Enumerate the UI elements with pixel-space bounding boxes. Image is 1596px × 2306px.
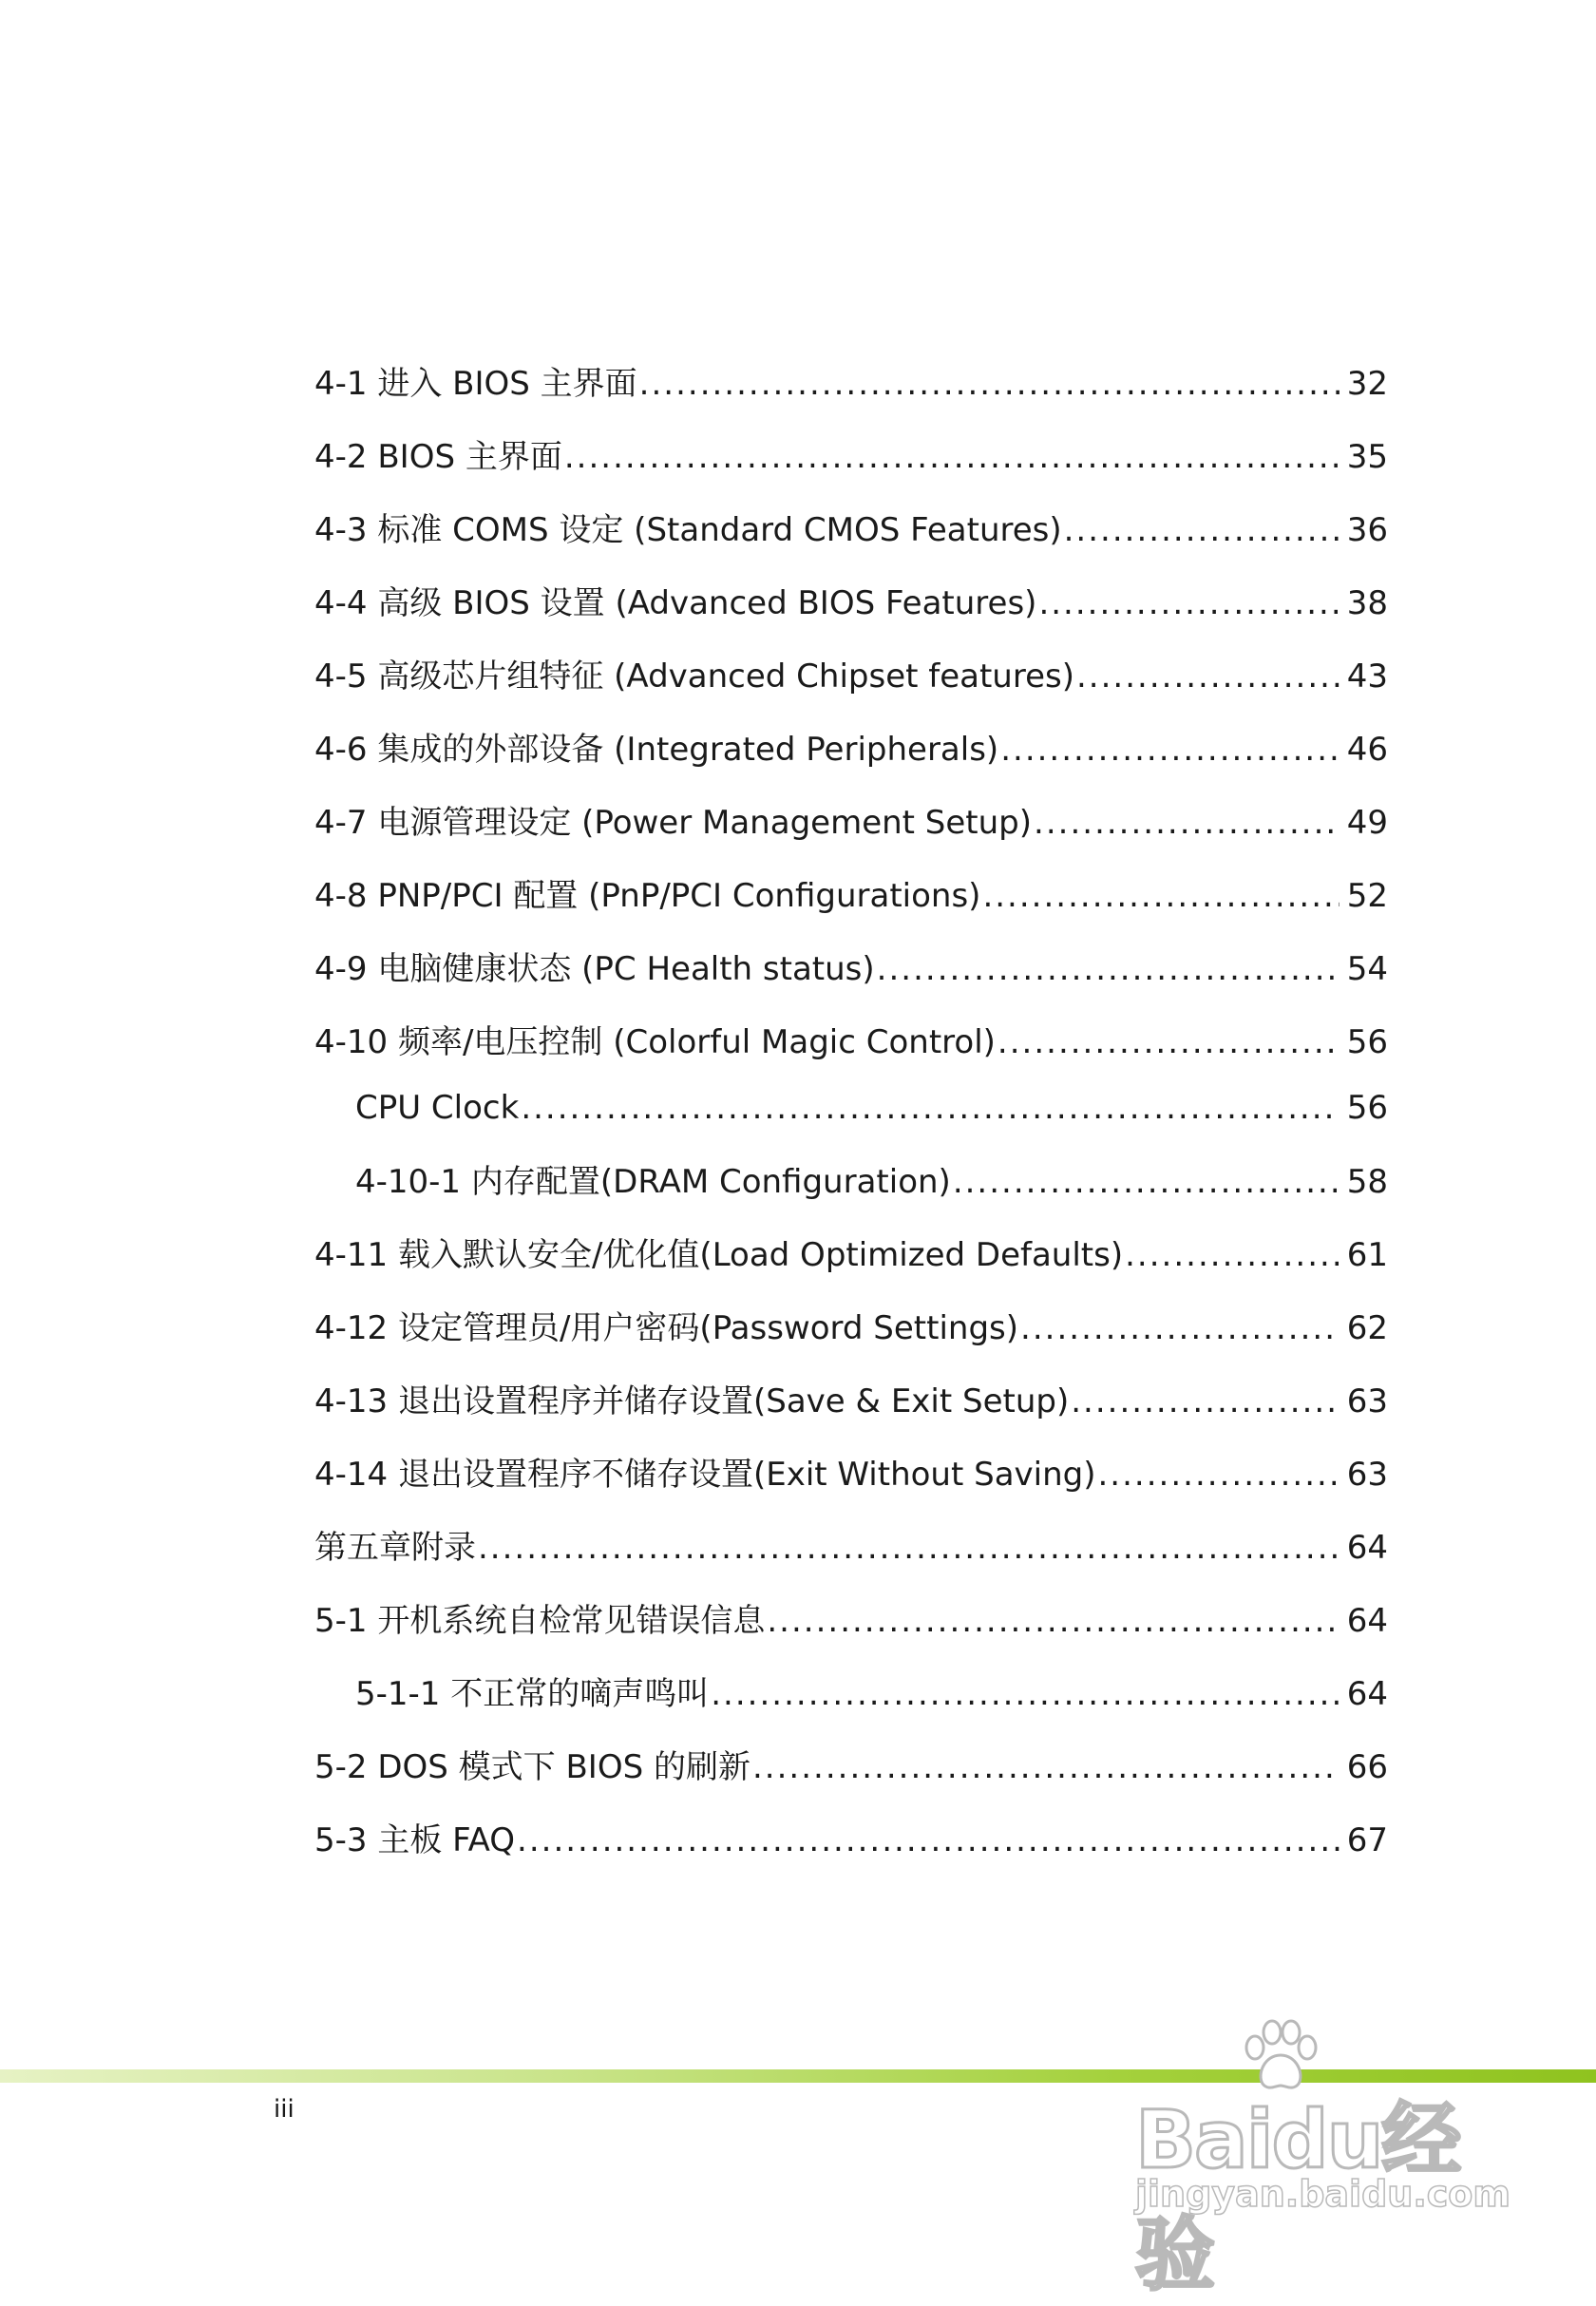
toc-entry[interactable] [314,1448,1388,1521]
baidu-jingyan-watermark [1135,2019,1534,2301]
watermark-url-text: jingyan.baidu.com [1135,2173,1510,2215]
toc-dot-leader [1125,1236,1340,1274]
toc-entry-title: 5-2 DOS 模式下 BIOS 的刷新 [314,1748,750,1786]
toc-entry-title: 4-11 载入默认安全/优化值(Load Optimized Defaults) [314,1236,1124,1274]
toc-entry-title: 5-1-1 不正常的嘀声鸣叫 [355,1675,710,1713]
toc-dot-leader [953,1163,1340,1201]
toc-entry-title: CPU Clock [355,1089,520,1127]
toc-entry-title: 4-4 高级 BIOS 设置 (Advanced BIOS Features) [314,584,1037,622]
toc-entry-title: 4-9 电脑健康状态 (PC Health status) [314,950,875,988]
toc-entry-page: 66 [1346,1748,1388,1786]
toc-entry-title: 4-6 集成的外部设备 (Integrated Peripherals) [314,731,999,769]
toc-dot-leader [517,1821,1340,1859]
table-of-contents [314,357,1388,1887]
toc-entry-page: 35 [1346,438,1388,476]
toc-entry[interactable] [314,1089,1388,1155]
toc-entry[interactable] [314,504,1388,577]
toc-entry[interactable] [314,796,1388,869]
toc-entry-title: 4-1 进入 BIOS 主界面 [314,365,637,403]
toc-entry-page: 46 [1346,731,1388,769]
toc-entry-title: 4-13 退出设置程序并储存设置(Save & Exit Setup) [314,1382,1070,1420]
toc-entry-page: 63 [1346,1456,1388,1494]
toc-entry[interactable] [314,1302,1388,1375]
toc-entry[interactable] [314,1814,1388,1887]
toc-dot-leader [1000,731,1340,769]
toc-entry-title: 4-8 PNP/PCI 配置 (PnP/PCI Configurations) [314,877,981,915]
toc-entry[interactable] [314,1594,1388,1668]
toc-entry[interactable] [314,650,1388,723]
toc-entry-title: 4-10-1 内存配置(DRAM Configuration) [355,1163,951,1201]
toc-entry[interactable] [314,1741,1388,1814]
toc-dot-leader [1076,657,1340,696]
toc-entry-title: 4-2 BIOS 主界面 [314,438,562,476]
toc-dot-leader [752,1748,1340,1786]
toc-dot-leader [564,438,1340,476]
toc-entry-title: 4-14 退出设置程序不储存设置(Exit Without Saving) [314,1456,1096,1494]
toc-entry-page: 43 [1346,657,1388,696]
toc-entry-page: 64 [1346,1602,1388,1640]
toc-entry-title: 4-7 电源管理设定 (Power Management Setup) [314,804,1033,842]
toc-entry-page: 58 [1346,1163,1388,1201]
toc-entry[interactable] [314,1229,1388,1302]
toc-entry-page: 56 [1346,1023,1388,1061]
toc-entry-page: 62 [1346,1309,1388,1347]
toc-entry-title: 5-1 开机系统自检常见错误信息 [314,1602,766,1640]
watermark-logo-text: Baidu经验 [1135,2093,1460,2301]
toc-entry[interactable] [314,577,1388,650]
toc-dot-leader [711,1675,1339,1713]
toc-entry-page: 63 [1346,1382,1388,1420]
toc-dot-leader [1038,584,1339,622]
toc-entry[interactable] [314,869,1388,943]
toc-entry[interactable] [314,1668,1388,1741]
toc-entry[interactable] [314,357,1388,430]
toc-dot-leader [521,1089,1339,1127]
toc-dot-leader [1098,1456,1340,1494]
toc-entry-title: 4-3 标准 COMS 设定 (Standard CMOS Features) [314,511,1062,549]
toc-entry[interactable] [314,1155,1388,1229]
toc-dot-leader [998,1023,1340,1061]
toc-dot-leader [767,1602,1339,1640]
toc-entry-title: 4-10 频率/电压控制 (Colorful Magic Control) [314,1023,996,1061]
toc-dot-leader [982,877,1339,915]
toc-dot-leader [1064,511,1340,549]
toc-entry-page: 32 [1346,365,1388,403]
toc-dot-leader [1071,1382,1339,1420]
toc-entry-title: 5-3 主板 FAQ [314,1821,516,1859]
toc-entry-page: 67 [1346,1821,1388,1859]
toc-entry[interactable] [314,1375,1388,1448]
toc-entry-title: 4-5 高级芯片组特征 (Advanced Chipset features) [314,657,1074,696]
toc-dot-leader [478,1529,1340,1567]
toc-entry[interactable] [314,1521,1388,1594]
toc-entry[interactable] [314,723,1388,796]
toc-entry-title: 第五章附录 [314,1529,476,1567]
toc-dot-leader [1020,1309,1340,1347]
toc-entry-page: 56 [1346,1089,1388,1127]
toc-entry-page: 36 [1346,511,1388,549]
toc-entry-page: 61 [1346,1236,1388,1274]
toc-dot-leader [877,950,1340,988]
toc-entry-page: 64 [1346,1529,1388,1567]
toc-entry-page: 49 [1346,804,1388,842]
toc-dot-leader [1034,804,1340,842]
toc-entry[interactable] [314,1016,1388,1089]
page-number: iii [274,2095,294,2124]
toc-dot-leader [639,365,1340,403]
toc-entry[interactable] [314,943,1388,1016]
toc-entry-page: 52 [1346,877,1388,915]
toc-entry-page: 54 [1346,950,1388,988]
toc-entry-page: 38 [1346,584,1388,622]
toc-entry-page: 64 [1346,1675,1388,1713]
toc-entry[interactable] [314,430,1388,504]
toc-entry-title: 4-12 设定管理员/用户密码(Password Settings) [314,1309,1019,1347]
